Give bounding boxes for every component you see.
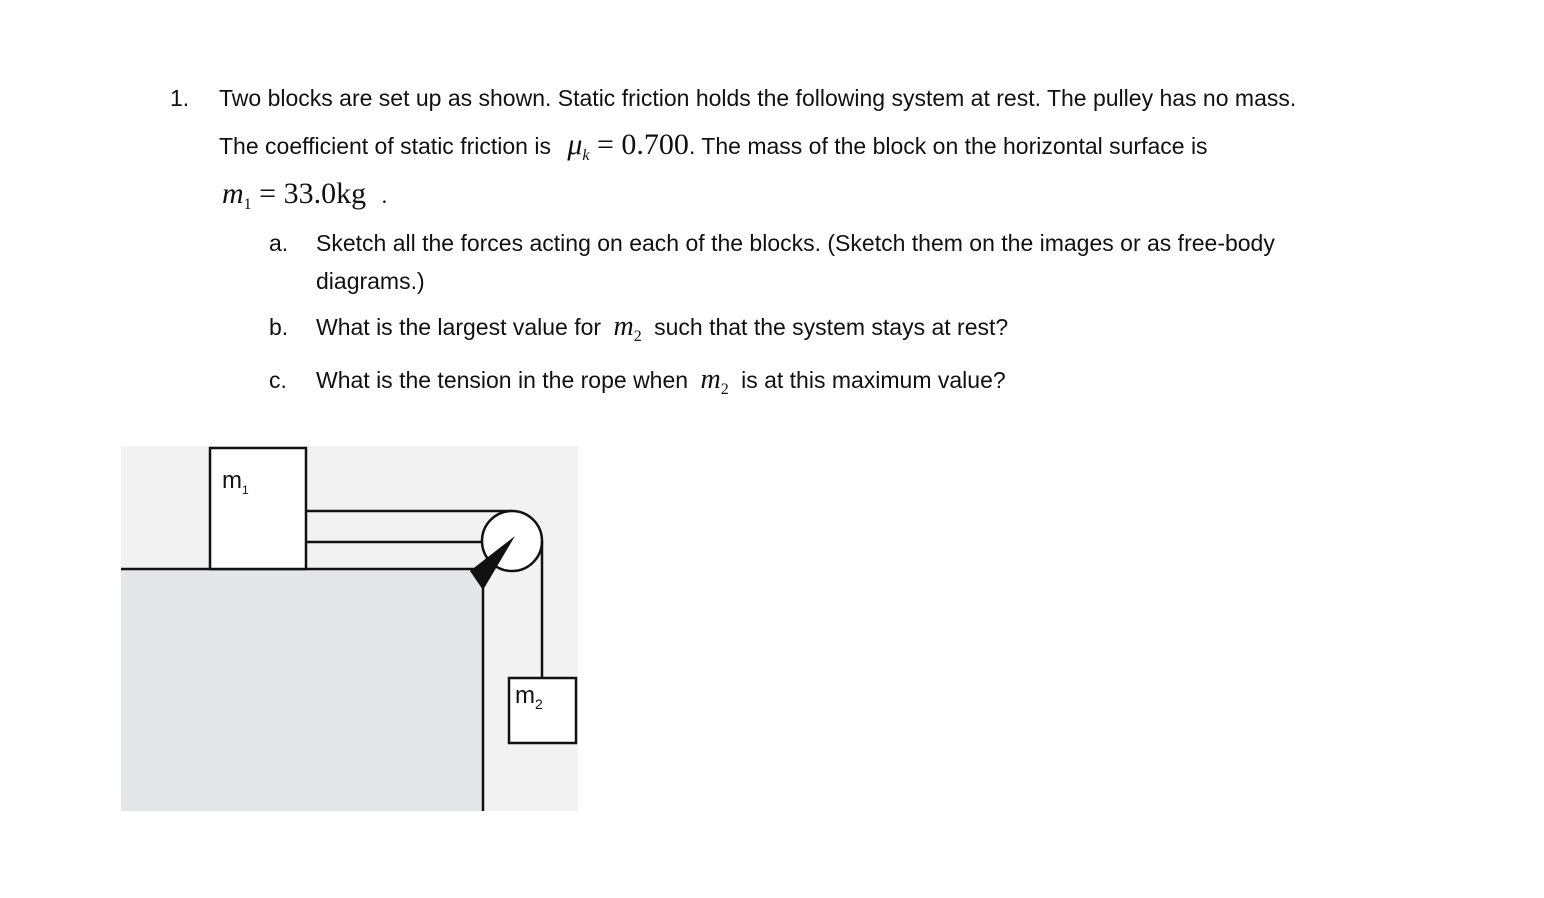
m1-period: . — [381, 183, 388, 208]
m1-value: = 33.0kg — [251, 177, 367, 210]
block-m1-label: $m_1$ — [222, 467, 249, 497]
part-c-var-symbol: m — [700, 364, 721, 395]
mu-subscript: k — [582, 147, 590, 164]
part-c-letter: c. — [269, 367, 287, 393]
part-b-text-pre: What is the largest value for — [316, 314, 602, 340]
m1-subscript: 1 — [243, 196, 252, 213]
part-b-text-post: such that the system stays at rest? — [654, 314, 1009, 340]
part-b-var-subscript: 2 — [633, 328, 642, 345]
mass-intro-text: . The mass of the block on the horizontal surface is — [688, 133, 1208, 159]
part-a-letter: a. — [269, 230, 289, 256]
mu-symbol: μ — [567, 128, 583, 161]
part-c-text-post: is at this maximum value? — [741, 367, 1006, 393]
part-b-letter: b. — [269, 314, 289, 340]
part-a-text-line-2: diagrams.) — [316, 268, 425, 294]
part-c-text-pre: What is the tension in the rope when — [316, 367, 689, 393]
part-c-var-subscript: 2 — [720, 381, 729, 398]
block-m2-label: $m_2$ — [515, 682, 543, 712]
m1-symbol: m — [222, 177, 244, 210]
part-a-text-line-1: Sketch all the forces acting on each of the blocks. (Sketch them on the images or as free-body — [316, 230, 1275, 256]
friction-intro-text: The coefficient of static friction is — [219, 133, 551, 159]
table-surface — [121, 569, 483, 811]
problem-number: 1. — [170, 85, 190, 111]
part-b-var-symbol: m — [613, 311, 634, 342]
problem-line-1: Two blocks are set up as shown. Static friction holds the following system at rest. The pulley has no mass. — [219, 85, 1297, 111]
mu-value: = 0.700 — [589, 128, 689, 161]
